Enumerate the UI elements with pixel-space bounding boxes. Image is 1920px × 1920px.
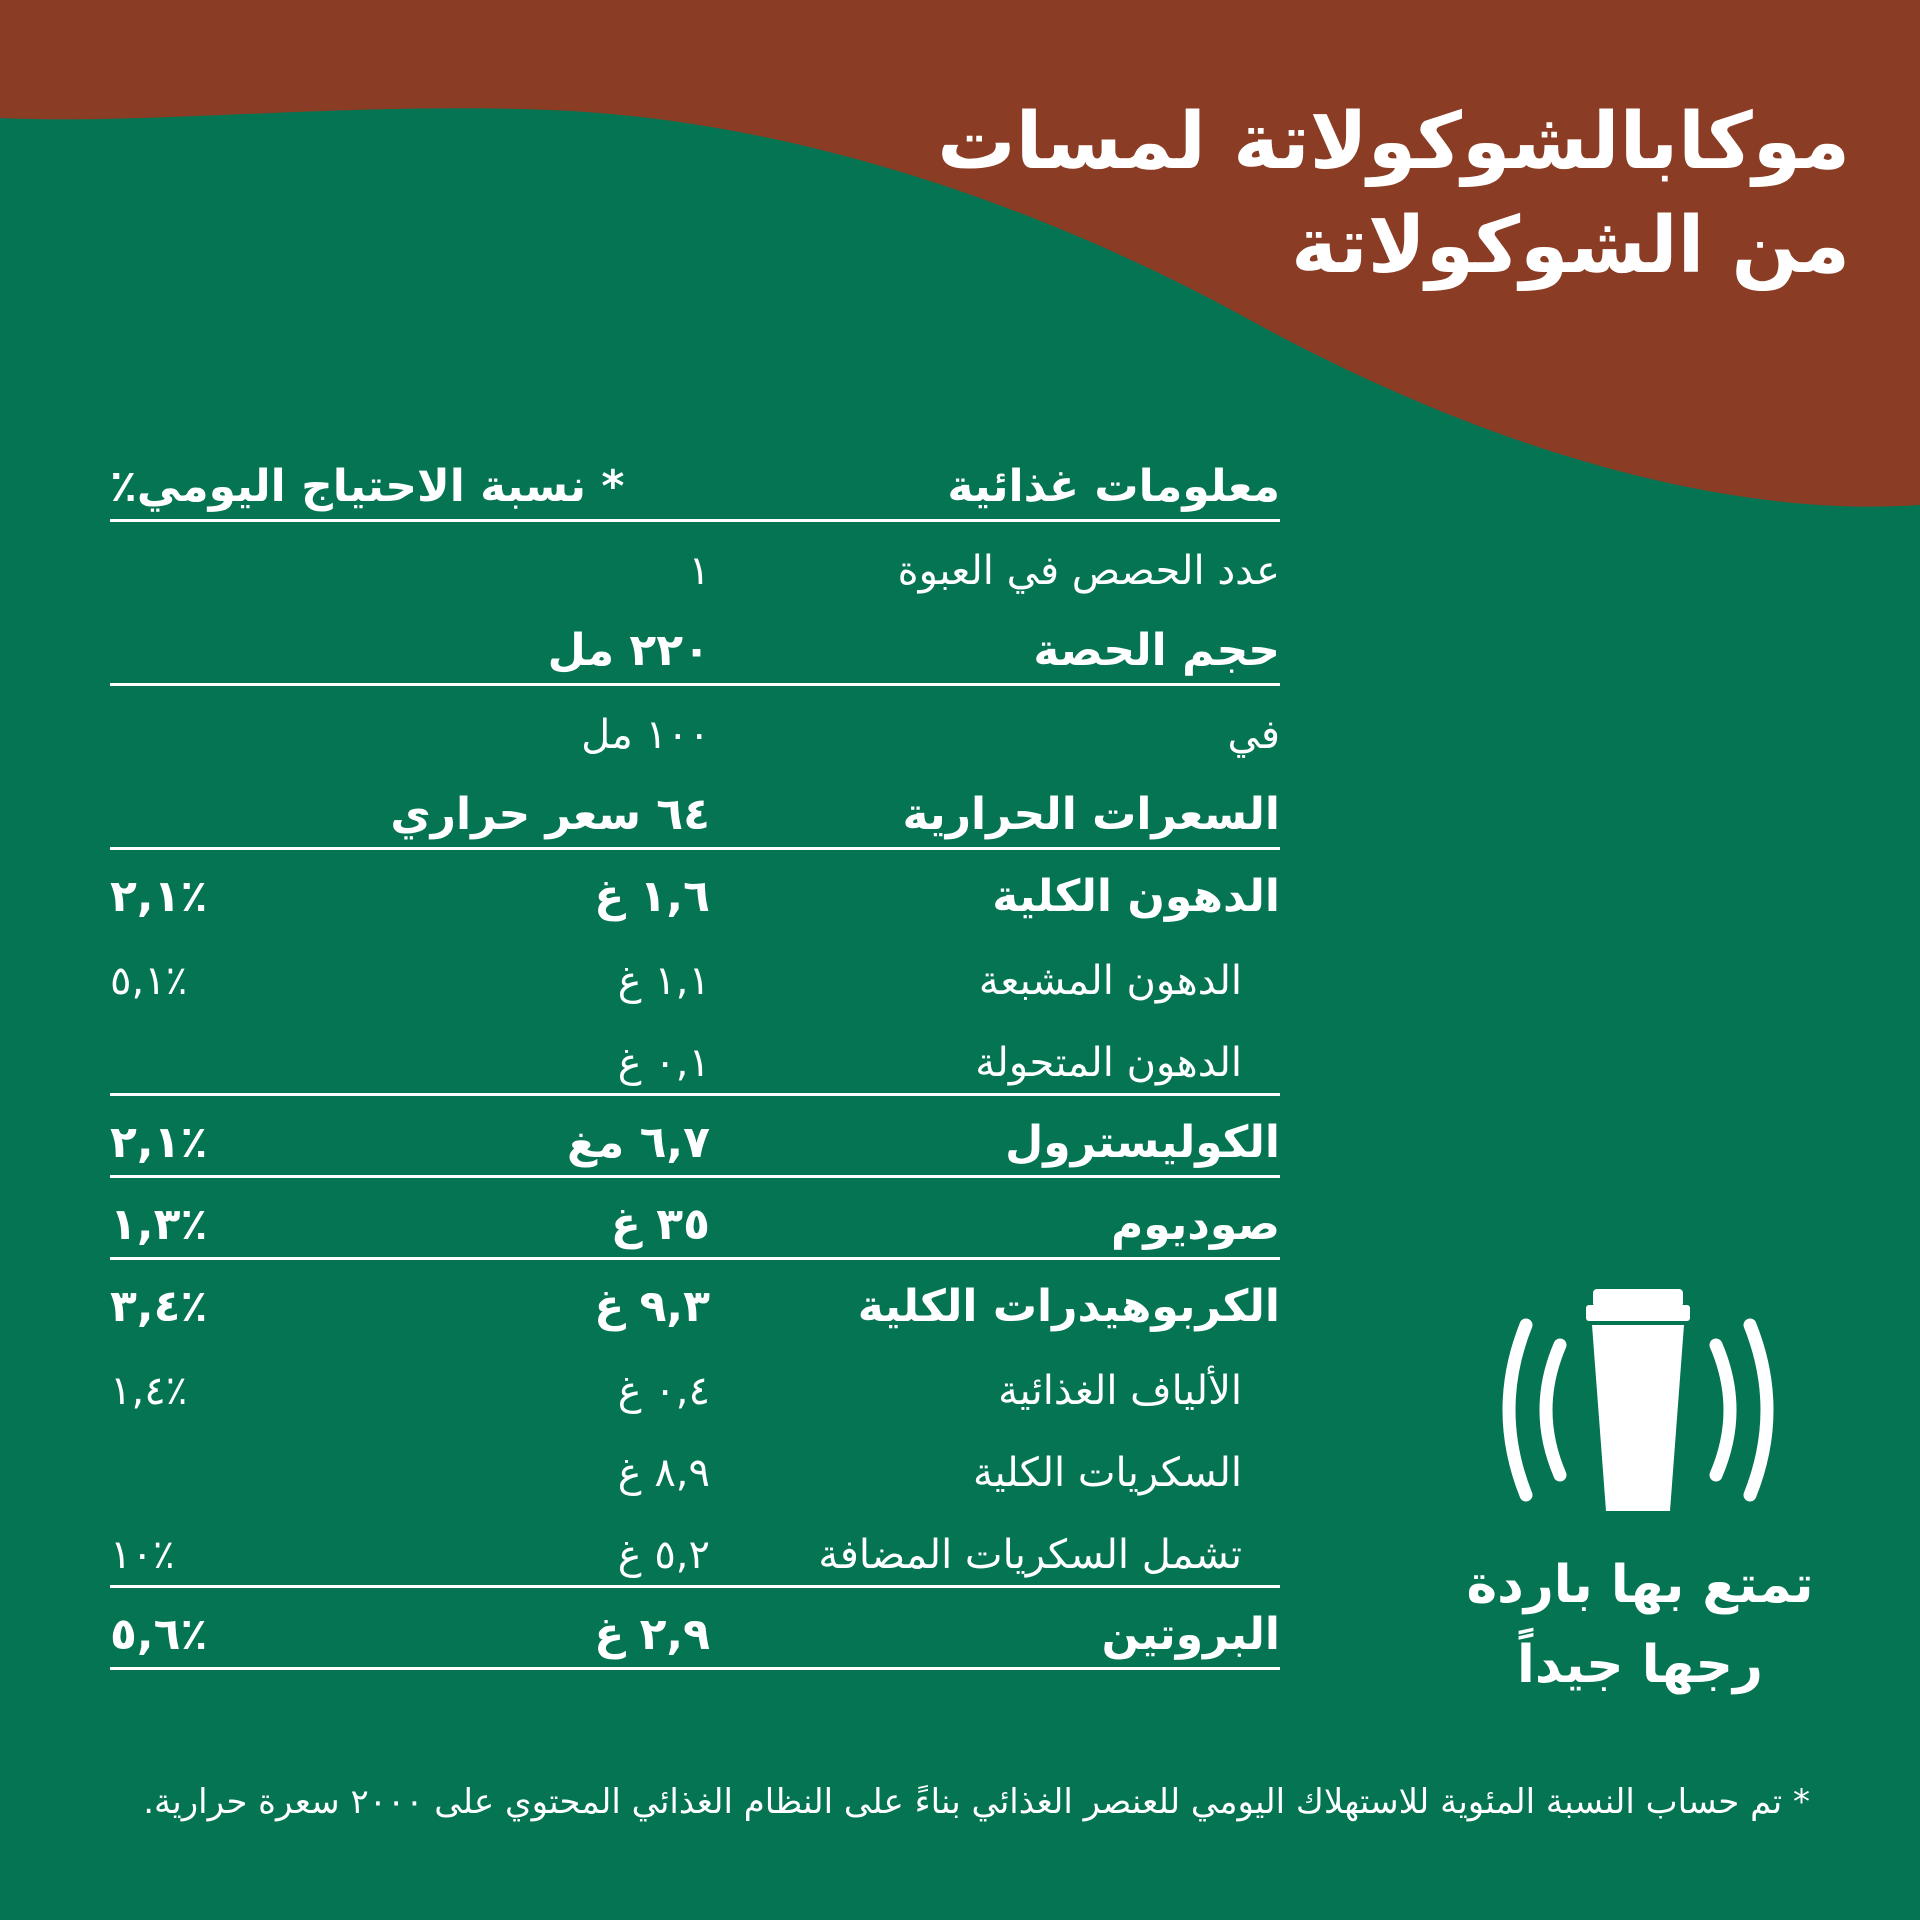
serving-tip-line-2: رجها جيداً bbox=[1517, 1635, 1763, 1695]
divider bbox=[110, 1667, 1280, 1670]
footnote: * تم حساب النسبة المئوية للاستهلاك اليومي للعنصر الغذائي بناءً على النظام الغذائي المحتوي على ٢٠٠٠ سعرة حرارية. bbox=[143, 1782, 1810, 1822]
nutrient-name: في bbox=[1227, 712, 1280, 758]
table-row bbox=[110, 522, 1280, 604]
nutrient-name: الكربوهيدرات الكلية bbox=[857, 1281, 1280, 1332]
table-row bbox=[110, 686, 1280, 768]
table-row bbox=[110, 1178, 1280, 1260]
table-row bbox=[110, 1588, 1280, 1670]
title-line-2: من الشوكولاتة bbox=[1291, 201, 1850, 291]
nutrient-name: تشمل السكريات المضافة bbox=[818, 1532, 1242, 1578]
nutrient-name: حجم الحصة bbox=[1033, 625, 1280, 676]
table-header-row bbox=[110, 440, 1280, 522]
header-nutrition-info: معلومات غذائية bbox=[947, 461, 1280, 512]
table-row bbox=[110, 850, 1280, 932]
nutrient-value: ٨,٩ غ bbox=[617, 1450, 710, 1496]
shaking-cup-icon bbox=[1498, 1285, 1778, 1525]
daily-value: ٪٢,١ bbox=[110, 871, 208, 922]
nutrient-name: الدهون المتحولة bbox=[975, 1040, 1242, 1086]
table-row bbox=[110, 932, 1280, 1014]
nutrient-value: ٢٢٠ مل bbox=[547, 625, 710, 676]
table-row bbox=[110, 1424, 1280, 1506]
product-title bbox=[850, 90, 1850, 298]
nutrient-name: صوديوم bbox=[1110, 1199, 1280, 1250]
nutrition-facts-table bbox=[110, 440, 1280, 1670]
nutrient-name: السكريات الكلية bbox=[973, 1450, 1242, 1496]
daily-value: ٪٢,١ bbox=[110, 1117, 208, 1168]
nutrient-value: ١٠٠ مل bbox=[581, 712, 710, 758]
nutrient-name: السعرات الحرارية bbox=[902, 789, 1280, 840]
table-row bbox=[110, 1342, 1280, 1424]
header-daily-value: * نسبة الاحتياج اليومي٪ bbox=[110, 461, 625, 512]
daily-value: ٪١,٤ bbox=[110, 1368, 188, 1414]
serving-tip-line-1: تمتع بها باردة bbox=[1466, 1555, 1814, 1615]
daily-value: ٪٣,٤ bbox=[110, 1281, 208, 1332]
nutrient-value: ٩,٣ غ bbox=[594, 1281, 710, 1332]
nutrient-name: الدهون المشبعة bbox=[978, 958, 1242, 1004]
daily-value: ٪٥,٦ bbox=[110, 1609, 208, 1660]
serving-tip bbox=[1430, 1545, 1850, 1705]
daily-value: ٪١٠ bbox=[110, 1532, 175, 1578]
title-line-1: موكابالشوكولاتة لمسات bbox=[937, 97, 1850, 187]
daily-value: ٪٥,١ bbox=[110, 958, 188, 1004]
nutrient-value: ٦,٧ مغ bbox=[566, 1117, 710, 1168]
nutrient-name: الألياف الغذائية bbox=[998, 1368, 1242, 1414]
table-row bbox=[110, 1506, 1280, 1588]
nutrient-value: ٣٥ غ bbox=[610, 1199, 710, 1250]
nutrient-value: ١ bbox=[688, 548, 710, 594]
table-row bbox=[110, 1096, 1280, 1178]
nutrient-name: عدد الحصص في العبوة bbox=[897, 548, 1280, 594]
nutrient-name: الدهون الكلية bbox=[992, 871, 1280, 922]
table-row bbox=[110, 1014, 1280, 1096]
table-row bbox=[110, 1260, 1280, 1342]
nutrient-value: ٦٤ سعر حراري bbox=[390, 789, 710, 840]
nutrient-name: البروتين bbox=[1101, 1609, 1280, 1660]
nutrient-value: ١,١ غ bbox=[617, 958, 710, 1004]
table-row bbox=[110, 768, 1280, 850]
nutrient-value: ٠,١ غ bbox=[617, 1040, 710, 1086]
nutrient-value: ١,٦ غ bbox=[594, 871, 710, 922]
nutrient-value: ٠,٤ غ bbox=[617, 1368, 710, 1414]
nutrient-value: ٢,٩ غ bbox=[594, 1609, 710, 1660]
nutrient-value: ٥,٢ غ bbox=[617, 1532, 710, 1578]
daily-value: ٪١,٣ bbox=[110, 1199, 208, 1250]
table-row bbox=[110, 604, 1280, 686]
nutrient-name: الكوليسترول bbox=[1005, 1117, 1280, 1168]
